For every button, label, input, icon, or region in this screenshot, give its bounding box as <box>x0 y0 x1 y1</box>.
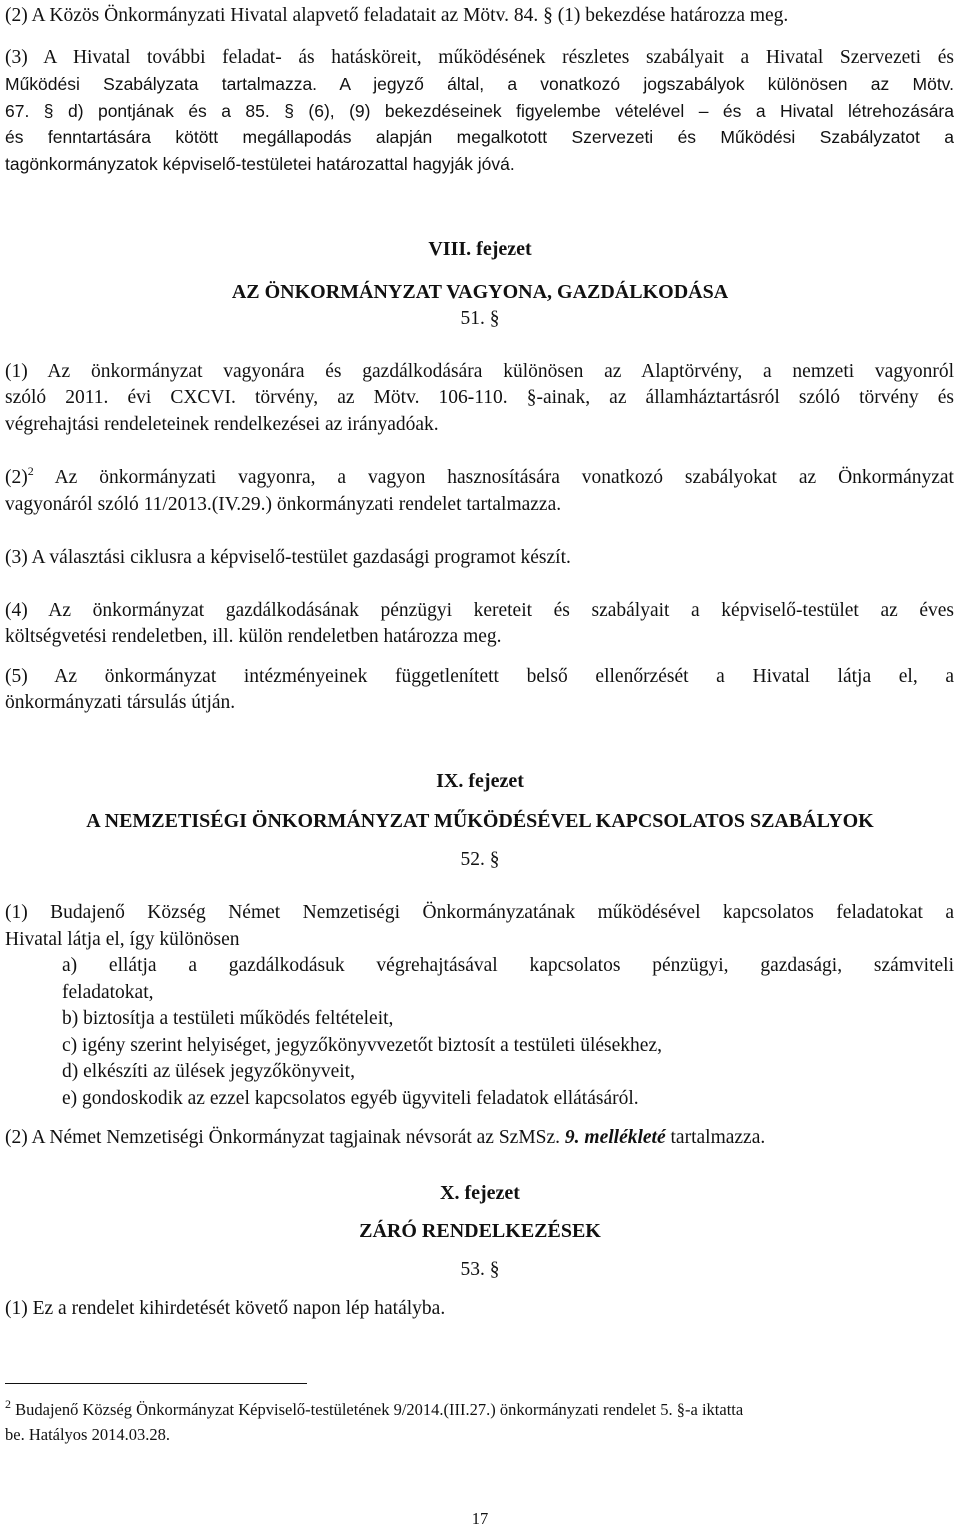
section-number: 51. § <box>460 308 500 329</box>
section-number: 52. § <box>460 849 500 870</box>
text-segment: (2) A Német Nemzetiségi Önkormányzat tagjainak névsorát az SzMSz. <box>5 1127 561 1148</box>
text-line <box>5 465 954 491</box>
chapter-title: A NEMZETISÉGI ÖNKORMÁNYZAT MŰKÖDÉSÉVEL KAPCSOLATOS SZABÁLYOK <box>86 810 874 832</box>
paragraph-text: Az önkormányzati vagyonra, a vagyon hasznosítására vonatkozó szabályokat az Önkormányzat <box>54 467 954 488</box>
text-line: (1) Az önkormányzat vagyonára és gazdálkodására különösen az Alaptörvény, a nemzeti vagyonról <box>5 361 954 382</box>
text-line: (3) A választási ciklusra a képviselő-testület gazdasági programot készít. <box>5 547 571 568</box>
text-line: 67. § d) pontjának és a 85. § (6), (9) bekezdéseinek figyelembe vételével – és a Hivatal létrehozására <box>5 101 954 121</box>
page-number: 17 <box>471 1509 489 1528</box>
list-item: d) elkészíti az ülések jegyzőkönyveit, <box>62 1061 355 1082</box>
chapter-number: X. fejezet <box>440 1182 520 1204</box>
chapter-number: VIII. fejezet <box>428 238 532 260</box>
footnote-text: Budajenő Község Önkormányzat Képviselő-testületének 9/2014.(III.27.) önkormányzati rendelet 5. §-a iktatta <box>15 1400 744 1419</box>
text-line: és fenntartására kötött megállapodás alapján megalkotott Szervezeti és Működési Szabályzatot a <box>5 127 954 147</box>
chapter-title: ZÁRÓ RENDELKEZÉSEK <box>359 1220 601 1242</box>
chapter-title: AZ ÖNKORMÁNYZAT VAGYONA, GAZDÁLKODÁSA <box>231 281 729 303</box>
list-item: b) biztosítja a testületi működés feltételeit, <box>62 1008 394 1029</box>
chapter-number: IX. fejezet <box>436 770 524 792</box>
text-line: vagyonáról szóló 11/2013.(IV.29.) önkormányzati rendelet tartalmazza. <box>5 494 562 515</box>
footnote: be. Hatályos 2014.03.28. <box>5 1425 170 1444</box>
text-line: költségvetési rendeletben, ill. külön rendeletben határozza meg. <box>5 626 502 647</box>
list-item: a) ellátja a gazdálkodásuk végrehajtásával kapcsolatos pénzügyi, gazdasági, számviteli <box>62 955 954 976</box>
text-line: (4) Az önkormányzat gazdálkodásának pénzügyi kereteit és szabályait a képviselő-testület az éves <box>5 600 954 621</box>
text-line: Hivatal látja el, így különösen <box>5 929 240 950</box>
text-segment: tartalmazza. <box>670 1127 766 1148</box>
text-line: végrehajtási rendeleteinek rendelkezései az irányadóak. <box>5 414 439 435</box>
annex-reference: 9. mellékleté <box>564 1127 666 1148</box>
footnote-ref: 2 <box>27 463 34 478</box>
paragraph-number: (2) <box>5 467 28 488</box>
list-item: feladatokat, <box>62 982 154 1003</box>
text-line: (1) Budajenő Község Német Nemzetiségi Önkormányzatának működésével kapcsolatos feladatokat a <box>5 902 954 923</box>
text-line: (1) Ez a rendelet kihirdetését követő napon lép hatályba. <box>5 1298 446 1319</box>
text-line: önkormányzati társulás útján. <box>5 692 236 713</box>
text-line: (5) Az önkormányzat intézményeinek függetlenített belső ellenőrzését a Hivatal látja el, a <box>5 666 954 687</box>
text-line: (2) A Közös Önkormányzati Hivatal alapvető feladatait az Mötv. 84. § (1) bekezdése határozza meg. <box>5 5 789 26</box>
list-item: c) igény szerint helyiséget, jegyzőkönyvvezetőt biztosít a testületi ülésekhez, <box>62 1035 662 1056</box>
text-line: szóló 2011. évi CXCVI. törvény, az Mötv. 106-110. §-ainak, az államháztartásról szóló törvény és <box>5 387 954 408</box>
text-line: Működési Szabályzata tartalmazza. A jegyző által, a vonatkozó jogszabályok különösen az Mötv. <box>5 74 954 94</box>
footnote-number: 2 <box>5 1396 11 1411</box>
list-item: e) gondoskodik az ezzel kapcsolatos egyéb ügyviteli feladatok ellátásáról. <box>62 1088 639 1109</box>
section-number: 53. § <box>460 1259 500 1280</box>
footnote-divider <box>5 1383 307 1384</box>
footnote <box>5 1397 954 1423</box>
text-line <box>5 1125 954 1151</box>
text-line: tagönkormányzatok képviselő-testületei határozattal hagyják jóvá. <box>5 154 515 174</box>
text-line: (3) A Hivatal további feladat- ás hatásköreit, működésének részletes szabályait a Hivatal Szervezeti és <box>5 47 954 68</box>
